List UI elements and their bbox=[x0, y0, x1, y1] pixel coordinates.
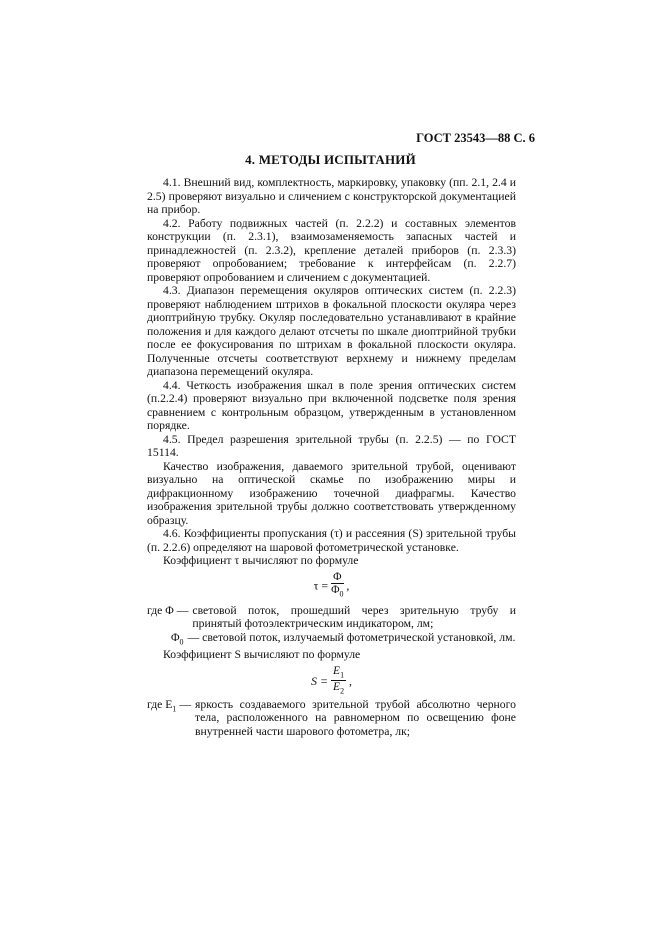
definition-phi0-term bbox=[171, 631, 188, 649]
formula-s-num-symbol: E bbox=[333, 664, 341, 677]
definition-e1-subscript: 1 bbox=[172, 704, 177, 714]
formula-tau-fraction bbox=[331, 572, 343, 600]
definition-phi-term: где Φ — bbox=[147, 603, 189, 617]
definition-phi0-text: — световой поток, излучаемый фотометрической установкой, лм. bbox=[187, 630, 516, 644]
paragraph-4-1: 4.1. Внешний вид, комплектность, маркировку, упаковку (пп. 2.1, 2.4 и 2.5) проверяют визуально и сличением с конструкторской документацией на прибор. bbox=[147, 176, 516, 216]
definition-e1-text: яркость создаваемого зрительной трубой абсолютно черного тела, расположенного на равномерном по освещению фоне внутренней части шарового фотометра, лк; bbox=[195, 697, 516, 738]
paragraph-4-2: 4.2. Работу подвижных частей (п. 2.2.2) и составных элементов конструкции (п. 2.3.1), взаимозаменяемость запасных частей и принадлежностей (п. 2.3.2), крепление деталей приборов (п. 2.3.3) проверяют опробованием; требование к интерфейсам (п. 2.2.7) проверяют опробованием и сличением с документацией. bbox=[147, 216, 516, 284]
formula-s-den-symbol: E bbox=[333, 681, 341, 694]
formula-tau-numerator: Φ bbox=[333, 570, 342, 583]
section-title: 4. МЕТОДЫ ИСПЫТАНИЙ bbox=[245, 152, 416, 167]
formula-s-fraction bbox=[331, 666, 346, 698]
paragraph-4-5-quality: Качество изображения, даваемого зрительной трубой, оценивают визуально на оптической скамье по изображению миры и дифракционному изображению точечной диафрагмы. Качество изображения зрительной трубы должно соответствовать утвержденному образцу. bbox=[147, 459, 516, 527]
definition-e1-symbol: где E bbox=[147, 697, 173, 711]
formula-s-numerator bbox=[331, 666, 346, 681]
formula-tau-comma: , bbox=[346, 577, 350, 592]
formula-tau-denominator bbox=[331, 584, 343, 600]
paragraph-tau-intro: Коэффициент τ вычисляют по формуле bbox=[163, 554, 359, 567]
formula-s bbox=[147, 664, 516, 696]
paragraph-4-3: 4.3. Диапазон перемещения окуляров оптических систем (п. 2.2.3) проверяют наблюдением штрихов в фокальной плоскости окуляра через диоптрийную трубку. Окуляр последовательно устанавливают в крайние положения и для каждого делают отсчеты по шкале диоптрийной трубки после ее фокусирования по штрихам в фокальной плоскости окуляра. Полученные отсчеты соответствуют верхнему и нижнему пределам диапазона перемещений окуляра. bbox=[147, 284, 516, 378]
paragraph-4-6: 4.6. Коэффициенты пропускания (τ) и рассеяния (S) зрительной трубы (п. 2.2.6) определяют на шаровой фотометрической установке. bbox=[147, 527, 516, 554]
formula-s-denominator bbox=[331, 681, 346, 697]
formula-s-lhs: S = bbox=[311, 673, 329, 688]
definition-phi-text: световой поток, прошедший через зрительную трубу и принятый фотоэлектрическим индикатором, лм; bbox=[192, 603, 516, 630]
definition-phi0-subscript: 0 bbox=[179, 636, 184, 646]
paragraph-4-5: 4.5. Предел разрешения зрительной трубы (п. 2.2.5) — по ГОСТ 15114. bbox=[147, 432, 516, 459]
definition-e1 bbox=[147, 698, 516, 739]
formula-tau-lhs: τ = bbox=[313, 577, 329, 592]
definition-e1-term bbox=[147, 698, 195, 739]
page-header: ГОСТ 23543—88 С. 6 bbox=[416, 131, 535, 145]
formula-tau-den-subscript: 0 bbox=[339, 588, 344, 598]
document-body bbox=[147, 176, 516, 738]
formula-s-den-subscript: 2 bbox=[340, 686, 345, 696]
definition-phi0 bbox=[147, 631, 516, 649]
paragraph-4-4: 4.4. Четкость изображения шкал в поле зрения оптических систем (п.2.2.4) проверяют визуально при включенной подсветке поля зрения сравнением с контрольным образцом, утвержденным в установленном порядке. bbox=[147, 378, 516, 432]
definition-phi bbox=[147, 604, 516, 631]
formula-tau-den-symbol: Φ bbox=[331, 583, 340, 596]
definition-phi0-symbol: Φ bbox=[171, 630, 180, 644]
formula-s-num-subscript: 1 bbox=[340, 670, 345, 680]
paragraph-s-intro: Коэффициент S вычисляют по формуле bbox=[163, 648, 361, 662]
formula-tau bbox=[147, 572, 516, 598]
definition-e1-dash: — bbox=[179, 697, 192, 711]
formula-s-comma: , bbox=[348, 673, 352, 688]
